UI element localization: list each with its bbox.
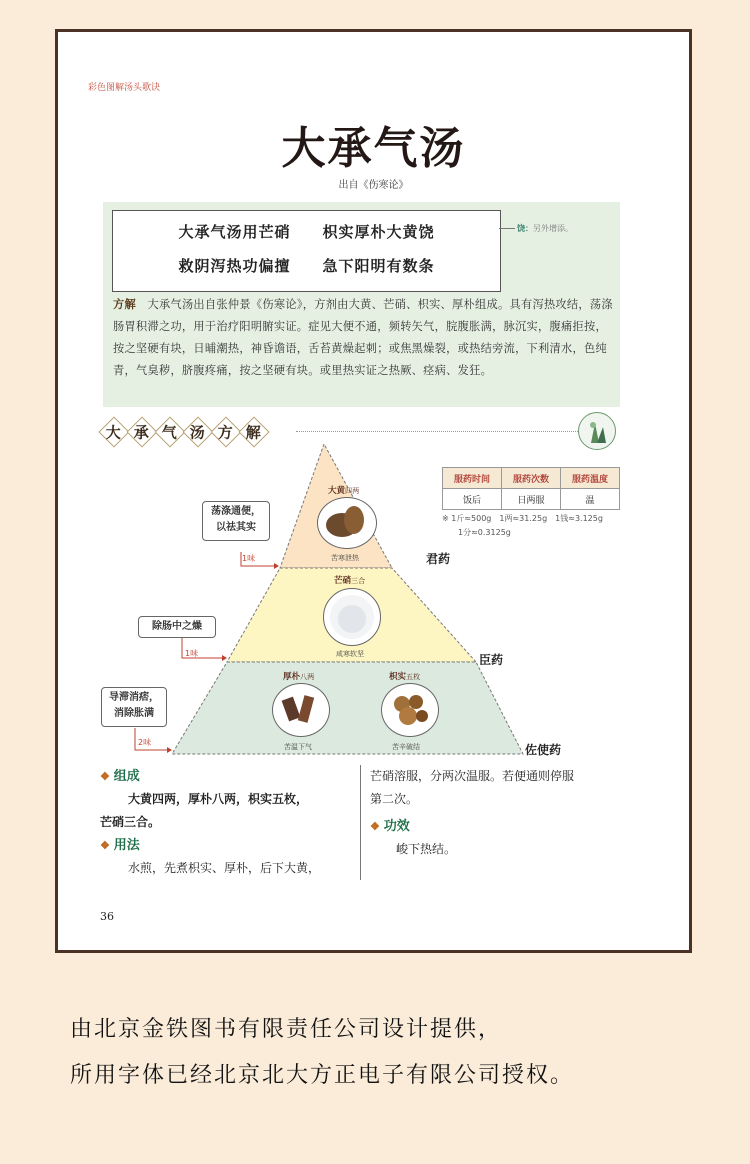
table-cell: 饭后 (443, 489, 502, 510)
usage-line-1: 水煎，先煮枳实、厚朴，后下大黄， (128, 861, 321, 875)
role-jun: 君药 (426, 552, 451, 566)
role-zuoshi: 佐使药 (525, 743, 562, 757)
section-title-char: 方 (210, 416, 241, 447)
zhishi-image (381, 683, 439, 737)
explanation-text: 大承气汤出自张仲景《伤寒论》，方剂由大黄、芒硝、枳实、厚朴组成。具有泻热攻结，荡涤肠胃积滞之功，用于治疗阳明腑实证。症见大便不通，频转矢气，脘腹胀满，脉沉实，腹痛拒按，按之坚硬有块，日晡潮热，神昏谵语，舌苔黄燥起刺；或焦黑燥裂，或热结旁流，下利清水，色纯青，气臭秽，脐腹疼痛，按之坚硬有块。或里热实证之热厥、痉病、发狂。 (113, 298, 613, 377)
table-cell: 温 (561, 489, 620, 510)
section-title-char: 汤 (182, 416, 213, 447)
section-title-char: 解 (238, 416, 269, 447)
herb-label-houpo: 厚朴八两 (283, 672, 315, 682)
page-title: 大承气汤 (281, 123, 466, 174)
section-title-char: 气 (154, 416, 185, 447)
count-label: 2味 (138, 738, 152, 747)
purpose-box-bottom: 导滞消痞， 消除胀满 (101, 687, 167, 727)
purpose-box-top: 荡涤通便， 以祛其实 (202, 501, 270, 541)
count-label: 1味 (185, 649, 199, 658)
table-cell: 日两服 (502, 489, 561, 510)
footer-line-2: 所用字体已经北京北大方正电子有限公司授权。 (70, 1063, 575, 1088)
herb-effect: 咸寒软坚 (336, 650, 364, 658)
usage-heading: ❖ 用法 (100, 834, 355, 857)
section-title-char: 承 (126, 416, 157, 447)
arrow-head (222, 655, 227, 661)
page-number: 36 (100, 910, 114, 923)
herb-effect: 苦温下气 (284, 743, 312, 751)
dahuang-image (317, 497, 377, 549)
herb-effect: 苦寒泄热 (331, 554, 359, 562)
mangxiao-image (323, 588, 381, 646)
section-title-char: 大 (98, 416, 129, 447)
verse-line-1: 大承气汤用芒硝 枳实厚朴大黄饶 (178, 223, 435, 241)
conversion-line-2: 1分≈0.3125g (458, 528, 511, 537)
usage-line-3: 第二次。 (370, 792, 419, 806)
book-page (55, 29, 692, 953)
table-header: 服药温度 (561, 468, 620, 489)
footer-line-1: 由北京金铁图书有限责任公司设计提供， (70, 1017, 503, 1042)
explanation-label: 方解 (113, 297, 136, 311)
role-chen: 臣药 (479, 653, 504, 667)
running-header: 彩色图解汤头歌诀 (88, 83, 161, 93)
table-header: 服药时间 (443, 468, 502, 489)
composition-heading: ❖ 组成 (100, 765, 355, 788)
column-divider (360, 765, 361, 880)
count-label: 1味 (242, 554, 256, 563)
composition-section (100, 765, 355, 880)
table-header: 服药次数 (502, 468, 561, 489)
herb-label-zhishi: 枳实五枚 (389, 672, 421, 682)
herb-label-dahuang: 大黄四两 (328, 486, 360, 496)
composition-line-2: 芒硝三合。 (100, 815, 161, 829)
herb-effect: 苦辛破结 (392, 743, 420, 751)
efficacy-heading: ❖ 功效 (370, 815, 630, 838)
usage-continued (370, 765, 630, 861)
composition-line-1: 大黄四两，厚朴八两，枳实五枚， (128, 792, 309, 806)
arrow-head (167, 747, 172, 753)
note-text: 另外增添。 (533, 224, 573, 233)
purpose-box-middle: 除肠中之燥 (138, 616, 216, 638)
usage-line-2: 芒硝溶服，分两次温服。若便通则停服 (370, 769, 575, 783)
herb-label-mangxiao: 芒硝三合 (334, 576, 366, 586)
houpo-image (272, 683, 330, 737)
note-term: 饶： (517, 224, 533, 233)
efficacy-text: 峻下热结。 (396, 842, 457, 856)
conversion-line-1: ※ 1斤≈500g 1两≈31.25g 1钱≈3.125g (442, 514, 603, 523)
verse-line-2: 救阴泻热功偏擅 急下阳明有数条 (178, 257, 435, 275)
arrow-head (274, 563, 279, 569)
pyramid-bottom-tier (172, 662, 523, 754)
source-line: 出自《伤寒论》 (338, 180, 409, 191)
